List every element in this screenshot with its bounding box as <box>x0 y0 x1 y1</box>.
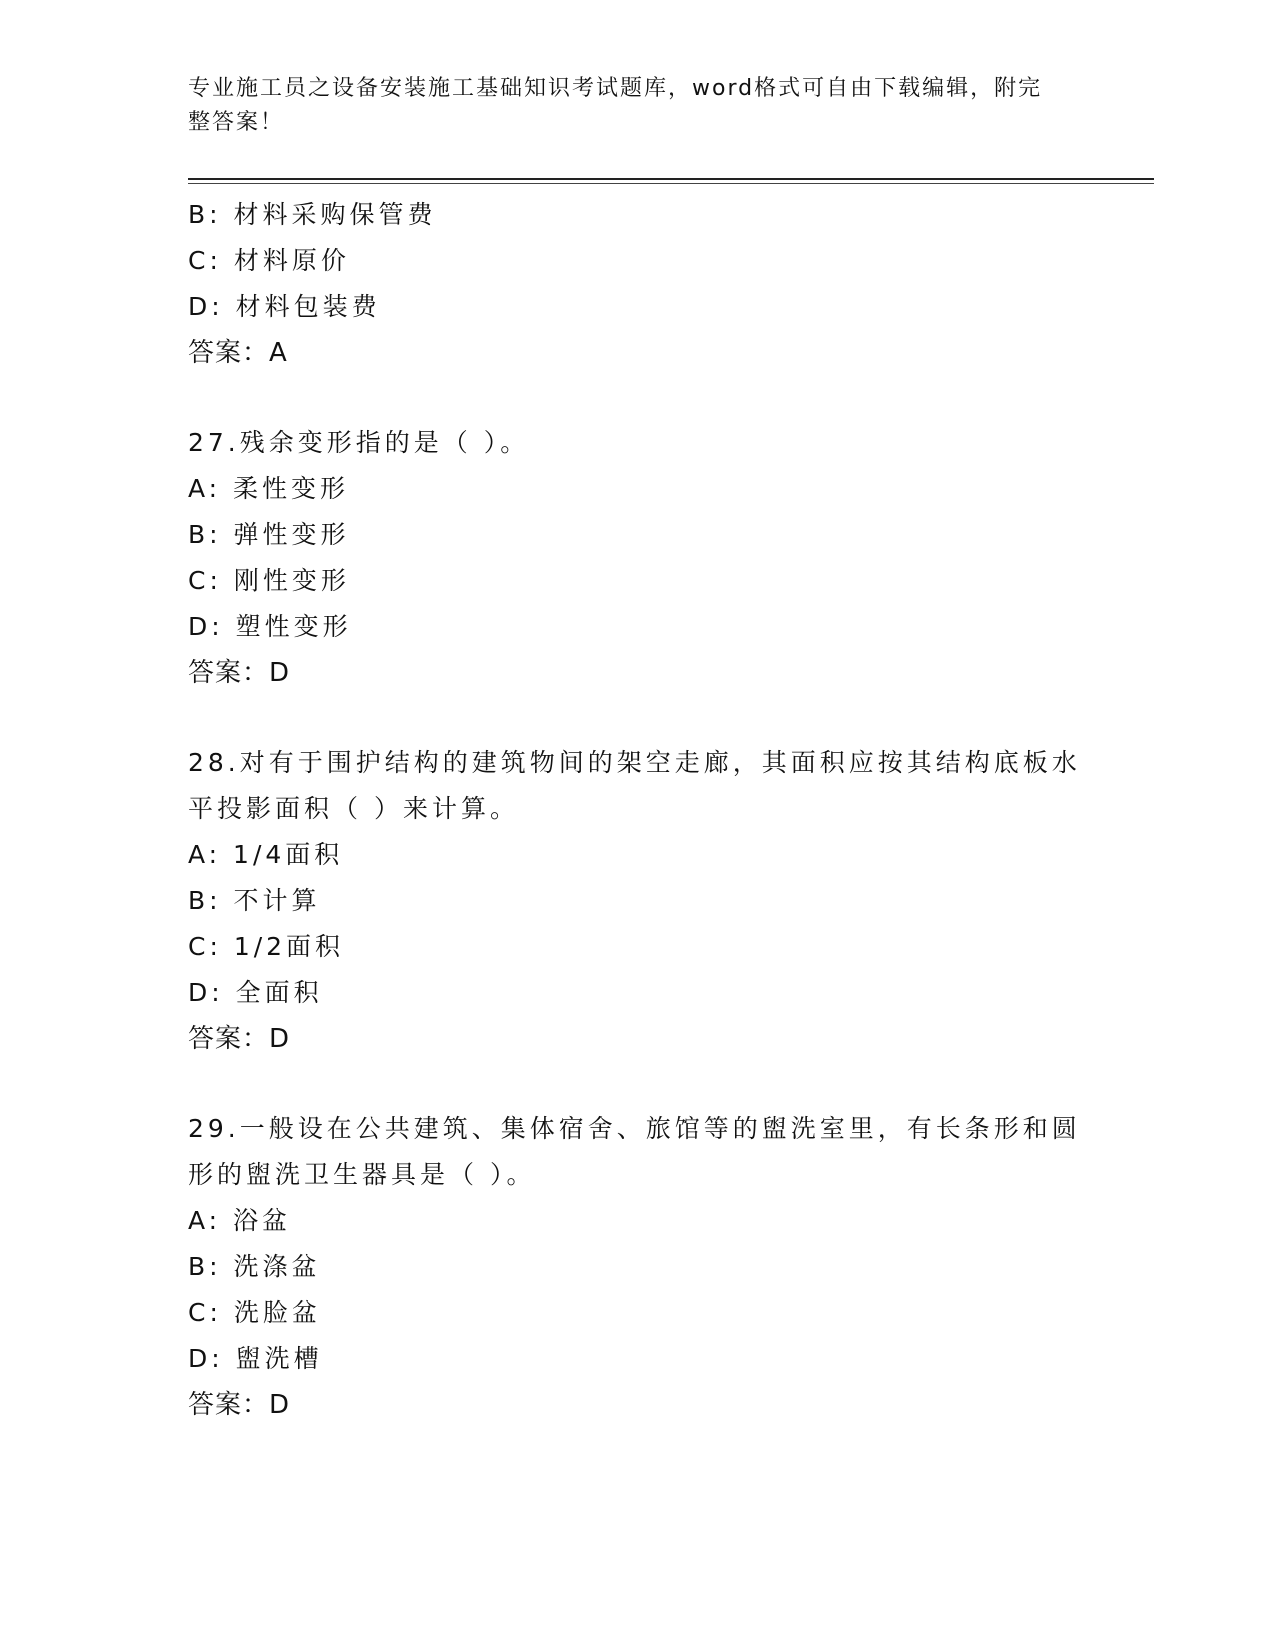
question-28 <box>188 740 1088 1062</box>
question-list <box>188 192 1088 1428</box>
option-c: C: 刚性变形 <box>188 566 350 595</box>
option-d: D: 塑性变形 <box>188 612 352 641</box>
option-b: B: 弹性变形 <box>188 520 350 549</box>
option-a: A: 1/4面积 <box>188 840 344 869</box>
option-a: A: 浴盆 <box>188 1206 292 1235</box>
option-b: B: 洗涤盆 <box>188 1252 321 1281</box>
question-text-line-1: 29.一般设在公共建筑、集体宿舍、旅馆等的盥洗室里，有长条形和圆 <box>188 1114 1081 1143</box>
document-header <box>188 72 1078 140</box>
question-text-line-2: 平投影面积（ ）来计算。 <box>188 794 519 823</box>
header-line-2: 整答案！ <box>188 110 285 135</box>
header-divider <box>188 178 1154 180</box>
answer-line: 答案：D <box>188 658 291 688</box>
answer-line: 答案：D <box>188 1024 291 1054</box>
option-c: C: 洗脸盆 <box>188 1298 321 1327</box>
option-b: B: 不计算 <box>188 886 321 915</box>
header-divider-thin <box>188 183 1154 184</box>
option-c: C: 1/2面积 <box>188 932 345 961</box>
question-text-line-1: 28.对有于围护结构的建筑物间的架空走廊，其面积应按其结构底板水 <box>188 748 1081 777</box>
option-b: B: 材料采购保管费 <box>188 200 437 229</box>
option-a: A: 柔性变形 <box>188 474 350 503</box>
option-d: D: 材料包装费 <box>188 292 381 321</box>
question-29 <box>188 1106 1088 1428</box>
question-text-line-2: 形的盥洗卫生器具是（ ）。 <box>188 1160 536 1189</box>
question-text: 27.残余变形指的是（ ）。 <box>188 428 530 457</box>
question-27 <box>188 420 1088 696</box>
question-26-partial <box>188 192 1088 376</box>
header-line-1: 专业施工员之设备安装施工基础知识考试题库，word格式可自由下载编辑，附完 <box>188 76 1043 101</box>
option-c: C: 材料原价 <box>188 246 350 275</box>
answer-line: 答案：D <box>188 1390 291 1420</box>
answer-line: 答案：A <box>188 338 288 368</box>
option-d: D: 全面积 <box>188 978 323 1007</box>
option-d: D: 盥洗槽 <box>188 1344 323 1373</box>
